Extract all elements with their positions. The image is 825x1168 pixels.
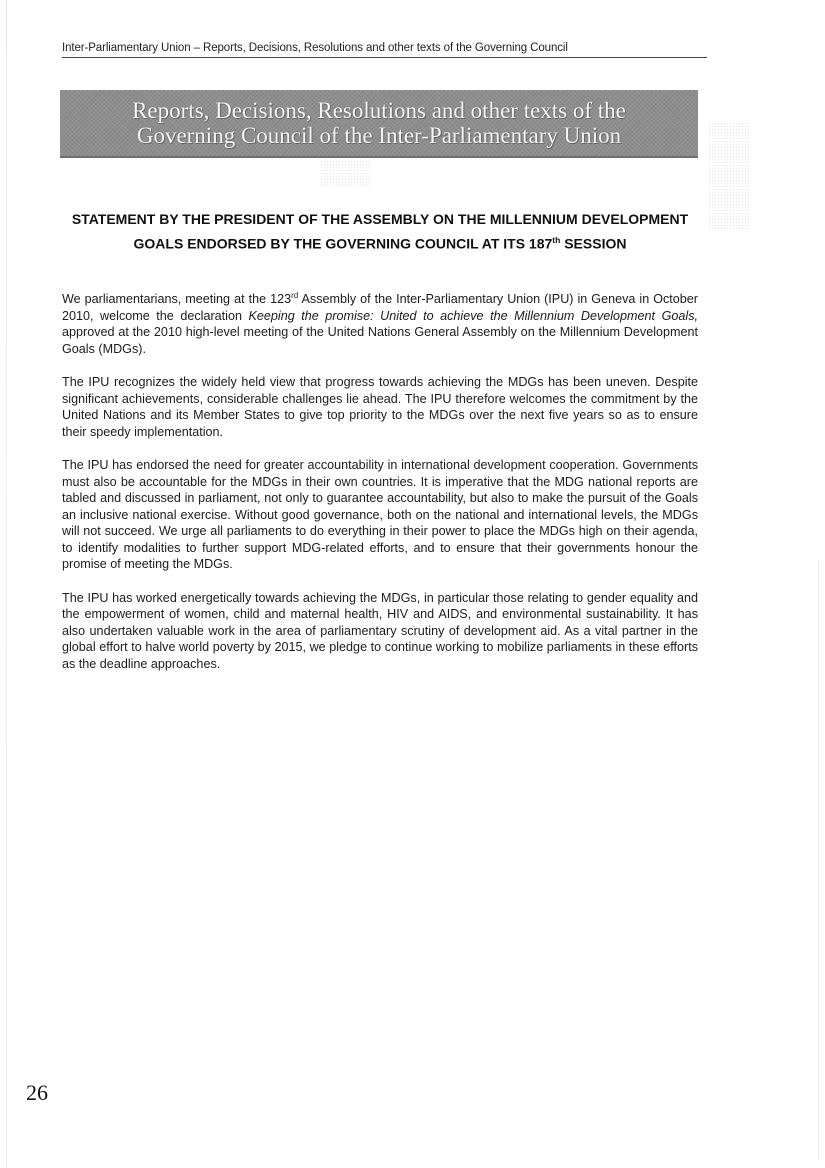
paragraph-1-text-a: We parliamentarians, meeting at the 123 xyxy=(62,292,292,307)
paragraph-1 xyxy=(62,288,698,357)
scan-dither-right xyxy=(708,122,750,230)
banner-line-1: Reports, Decisions, Resolutions and other texts of the xyxy=(132,98,626,123)
paragraph-3: The IPU has endorsed the need for greater accountability in international development cooperation. Governments must also be accountable for the MDGs in their own countries. It is imperative that the MDG national reports are tabled and discussed in parliament, not only to guarantee accountability, but also to make the pursuit of the Goals an inclusive national exercise. Without good governance, both on the national and international levels, the MDGs will not succeed. We urge all parliaments to do everything in their power to place the MDGs high on their agenda, to identify modalities to further support MDG-related efforts, and to ensure that their governments honour the promise of meeting the MDGs. xyxy=(62,458,698,572)
title-superscript: th xyxy=(552,235,561,245)
paragraph-2: The IPU recognizes the widely held view that progress towards achieving the MDGs has been uneven. Despite significant achievements, considerable challenges lie ahead. The IPU therefore welcomes the commitment by the United Nations and its Member States to give top priority to the MDGs over the next five years so as to ensure their speedy implementation. xyxy=(62,375,698,439)
paragraph-1-text-b: Assembly of the Inter-Parliamentary Union (IPU) in Geneva in October 2010, welcome the declaration xyxy=(62,292,698,323)
paragraph-1-superscript: rd xyxy=(291,291,299,300)
paragraph-1-text-c: approved at the 2010 high-level meeting of the United Nations General Assembly on the Millennium Development Goals (MDGs). xyxy=(62,325,698,356)
title-line-2-text: GOALS ENDORSED BY THE GOVERNING COUNCIL AT ITS 187 xyxy=(133,235,553,252)
scan-dither-center xyxy=(320,160,370,186)
running-header: Inter-Parliamentary Union – Reports, Decisions, Resolutions and other texts of the Governing Council xyxy=(62,42,707,58)
page-number: 26 xyxy=(26,1080,48,1105)
title-line-1: STATEMENT BY THE PRESIDENT OF THE ASSEMBLY ON THE MILLENNIUM DEVELOPMENT xyxy=(71,211,689,227)
paragraph-4: The IPU has worked energetically towards achieving the MDGs, in particular those relating to gender equality and the empowerment of women, child and maternal health, HIV and AIDS, and environmental sustainability. It has also undertaken valuable work in the area of parliamentary scrutiny of development aid. As a vital partner in the global effort to halve world poverty by 2015, we pledge to continue working to mobilize parliaments in these efforts as the deadline approaches. xyxy=(62,590,698,671)
title-line-2-end: SESSION xyxy=(560,235,627,252)
scan-edge-right xyxy=(818,560,819,1160)
title-line-2 xyxy=(55,230,705,255)
declaration-title: Keeping the promise: United to achieve the Millennium Development Goals, xyxy=(248,308,698,323)
statement-body xyxy=(62,288,698,689)
statement-title xyxy=(55,209,705,255)
banner-line-2: Governing Council of the Inter-Parliamentary Union xyxy=(136,123,622,148)
scan-edge-left xyxy=(6,0,7,1168)
section-banner xyxy=(60,90,698,158)
